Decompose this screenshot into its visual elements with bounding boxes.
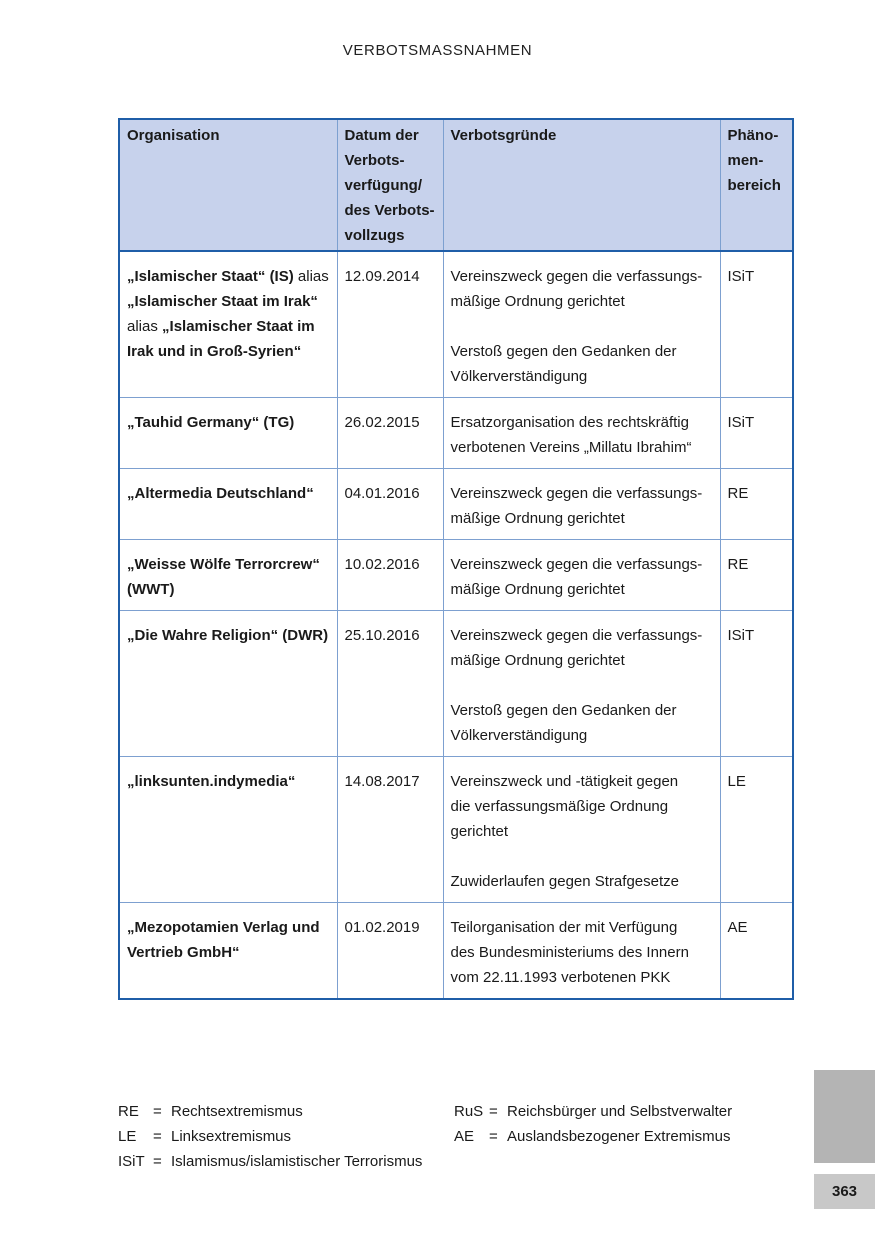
legend-text: Linksextremismus bbox=[171, 1128, 292, 1145]
running-header: VERBOTSMASSNAHMEN bbox=[342, 42, 533, 59]
legend-abbr: ISiT bbox=[118, 1153, 145, 1170]
cell-organisation: „Weisse Wölfe Terrorcrew“ (WWT) bbox=[119, 540, 337, 611]
table-row bbox=[119, 757, 793, 903]
table-row bbox=[119, 611, 793, 757]
reason-paragraph: Vereinszweck gegen die verfassungs- mäßige Ordnung gerichtet bbox=[450, 627, 703, 669]
cell-organisation: „Tauhid Germany“ (TG) bbox=[119, 398, 337, 469]
reason-paragraph: Verstoß gegen den Gedanken der Völkerverständigung bbox=[450, 343, 677, 385]
cell-date: 12.09.2014 bbox=[337, 251, 443, 398]
legend-item: RE = Rechtsextremismus bbox=[118, 1099, 303, 1124]
table-row bbox=[119, 398, 793, 469]
cell-phenomenon-area: RE bbox=[720, 540, 793, 611]
legend-abbr: AE bbox=[454, 1128, 475, 1145]
col-header-phenomenon-area: Phäno- men- bereich bbox=[720, 119, 793, 251]
col-header-reasons: Verbotsgründe bbox=[443, 119, 720, 251]
legend-text: Reichsbürger und Selbstverwalter bbox=[507, 1103, 733, 1120]
legend-item: RuS = Reichsbürger und Selbstverwalter bbox=[454, 1099, 732, 1124]
cell-phenomenon-area: ISiT bbox=[720, 251, 793, 398]
reason-paragraph: Verstoß gegen den Gedanken der Völkerverständigung bbox=[450, 702, 677, 744]
cell-reasons bbox=[443, 251, 720, 398]
col-header-date: Datum der Verbots- verfügung/ des Verbots- vollzugs bbox=[337, 119, 443, 251]
legend-text: Auslandsbezogener Extremismus bbox=[507, 1128, 731, 1145]
table-row bbox=[119, 469, 793, 540]
legend-text: Rechtsextremismus bbox=[171, 1103, 303, 1120]
legend-item: LE = Linksextremismus bbox=[118, 1124, 291, 1149]
cell-date: 25.10.2016 bbox=[337, 611, 443, 757]
cell-organisation: „Mezopotamien Verlag und Vertrieb GmbH“ bbox=[119, 903, 337, 1000]
table-row bbox=[119, 251, 793, 398]
cell-organisation: „linksunten.indymedia“ bbox=[119, 757, 337, 903]
page-number: 363 bbox=[814, 1174, 875, 1209]
reason-paragraph: Vereinszweck und -tätigkeit gegen die verfassungsmäßige Ordnung gerichtet bbox=[450, 773, 679, 840]
cell-phenomenon-area: RE bbox=[720, 469, 793, 540]
cell-organisation: „Altermedia Deutschland“ bbox=[119, 469, 337, 540]
cell-phenomenon-area: ISiT bbox=[720, 398, 793, 469]
cell-phenomenon-area: AE bbox=[727, 919, 748, 936]
cell-reasons bbox=[443, 903, 720, 1000]
cell-phenomenon-area: ISiT bbox=[720, 611, 793, 757]
legend-text: Islamismus/islamistischer Terrorismus bbox=[171, 1153, 423, 1170]
chapter-tab-marker bbox=[814, 1070, 875, 1163]
cell-organisation: „Die Wahre Religion“ (DWR) bbox=[119, 611, 337, 757]
cell-phenomenon-area: LE bbox=[720, 757, 793, 903]
prohibition-table bbox=[118, 118, 794, 1000]
cell-reasons bbox=[443, 757, 720, 903]
cell-reasons bbox=[443, 540, 720, 611]
col-header-organisation: Organisation bbox=[119, 119, 337, 251]
cell-date: 10.02.2016 bbox=[337, 540, 443, 611]
cell-date: 01.02.2019 bbox=[337, 903, 443, 1000]
cell-date: 26.02.2015 bbox=[337, 398, 443, 469]
legend-item: ISiT = Islamismus/islamistischer Terrorismus bbox=[118, 1149, 422, 1174]
reason-paragraph: Vereinszweck gegen die verfassungs- mäßige Ordnung gerichtet bbox=[450, 556, 703, 598]
cell-date: 04.01.2016 bbox=[337, 469, 443, 540]
reason-paragraph: Vereinszweck gegen die verfassungs- mäßige Ordnung gerichtet bbox=[450, 268, 703, 310]
table-body bbox=[119, 251, 793, 999]
legend-abbr: RuS bbox=[454, 1103, 484, 1120]
cell-date: 14.08.2017 bbox=[337, 757, 443, 903]
table-row bbox=[119, 903, 793, 1000]
table-header-row bbox=[119, 119, 793, 251]
cell-reasons bbox=[443, 398, 720, 469]
legend-abbr: LE bbox=[118, 1128, 137, 1145]
cell-organisation: „Islamischer Staat“ (IS) alias „Islamischer Staat im Irak“ alias „Islamischer Staat im Irak und in Groß-Syrien“ bbox=[119, 251, 337, 398]
legend-item: AE = Auslandsbezogener Extremismus bbox=[454, 1124, 730, 1149]
cell-reasons bbox=[443, 611, 720, 757]
reason-paragraph: Teilorganisation der mit Verfügung des Bundesministeriums des Innern vom 22.11.1993 verbotenen PKK bbox=[450, 919, 689, 986]
reason-paragraph: Zuwiderlaufen gegen Strafgesetze bbox=[450, 873, 679, 890]
reason-paragraph: Vereinszweck gegen die verfassungs- mäßige Ordnung gerichtet bbox=[450, 485, 703, 527]
cell-reasons bbox=[443, 469, 720, 540]
reason-paragraph: Ersatzorganisation des rechtskräftig verbotenen Vereins „Millatu Ibrahim“ bbox=[450, 414, 692, 456]
table-row bbox=[119, 540, 793, 611]
legend-abbr: RE bbox=[118, 1103, 139, 1120]
